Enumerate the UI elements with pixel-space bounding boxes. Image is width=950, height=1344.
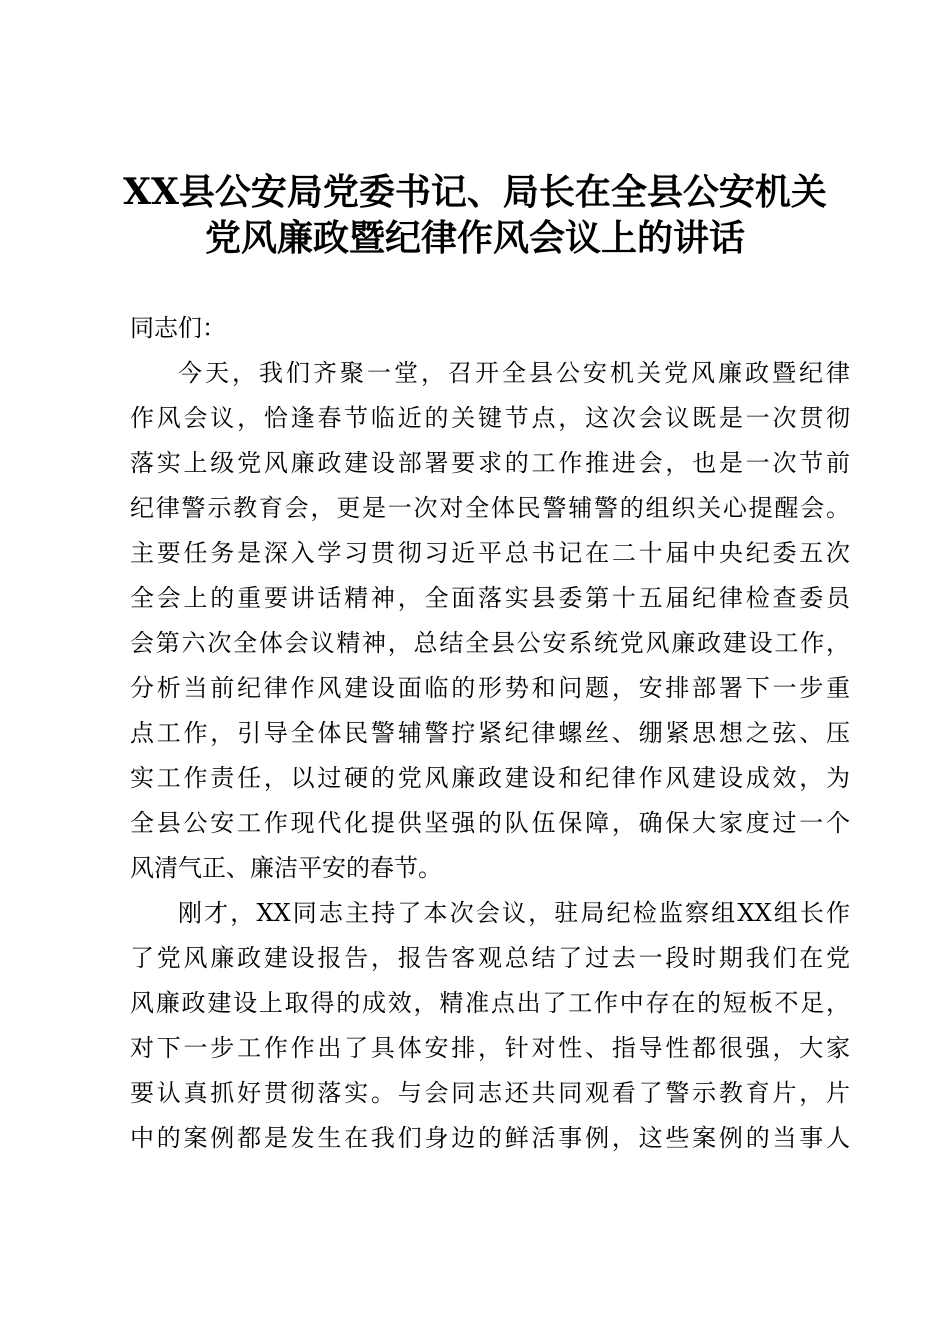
paragraph-1-line: 分析当前纪律作风建设面临的形势和问题，安排部署下一步重: [130, 674, 850, 702]
paragraph-2-line: 要认真抓好贯彻落实。与会同志还共同观看了警示教育片，片: [130, 1079, 850, 1107]
salutation: 同志们：: [130, 314, 226, 342]
paragraph-1-line: 会第六次全体会议精神，总结全县公安系统党风廉政建设工作，: [130, 629, 850, 657]
paragraph-2-line: 了党风廉政建设报告，报告客观总结了过去一段时期我们在党: [130, 944, 850, 972]
paragraph-1-line: 纪律警示教育会，更是一次对全体民警辅警的组织关心提醒会。: [130, 494, 850, 522]
paragraph-1-line: 点工作，引导全体民警辅警拧紧纪律螺丝、绷紧思想之弦、压: [130, 719, 850, 747]
paragraph-2-line: 刚才，XX同志主持了本次会议，驻局纪检监察组XX组长作: [178, 899, 850, 927]
document-title-line-2: 党风廉政暨纪律作风会议上的讲话: [204, 217, 745, 259]
paragraph-1-line: 今天，我们齐聚一堂，召开全县公安机关党风廉政暨纪律: [178, 359, 850, 387]
paragraph-2-line: 中的案例都是发生在我们身边的鲜活事例，这些案例的当事人: [130, 1124, 850, 1152]
paragraph-1-line: 作风会议，恰逢春节临近的关键节点，这次会议既是一次贯彻: [130, 404, 850, 432]
paragraph-1-line: 实工作责任，以过硬的党风廉政建设和纪律作风建设成效，为: [130, 764, 850, 792]
paragraph-1-line: 风清气正、廉洁平安的春节。: [130, 854, 442, 882]
document-title-line-1: XX县公安局党委书记、局长在全县公安机关: [123, 171, 827, 213]
paragraph-1-line: 全县公安工作现代化提供坚强的队伍保障，确保大家度过一个: [130, 809, 850, 837]
paragraph-1-line: 全会上的重要讲话精神，全面落实县委第十五届纪律检查委员: [130, 584, 850, 612]
paragraph-1-line: 落实上级党风廉政建设部署要求的工作推进会，也是一次节前: [130, 449, 850, 477]
paragraph-2-line: 风廉政建设上取得的成效，精准点出了工作中存在的短板不足，: [130, 989, 850, 1017]
paragraph-2-line: 对下一步工作作出了具体安排，针对性、指导性都很强，大家: [130, 1034, 850, 1062]
paragraph-1-line: 主要任务是深入学习贯彻习近平总书记在二十届中央纪委五次: [130, 539, 850, 567]
